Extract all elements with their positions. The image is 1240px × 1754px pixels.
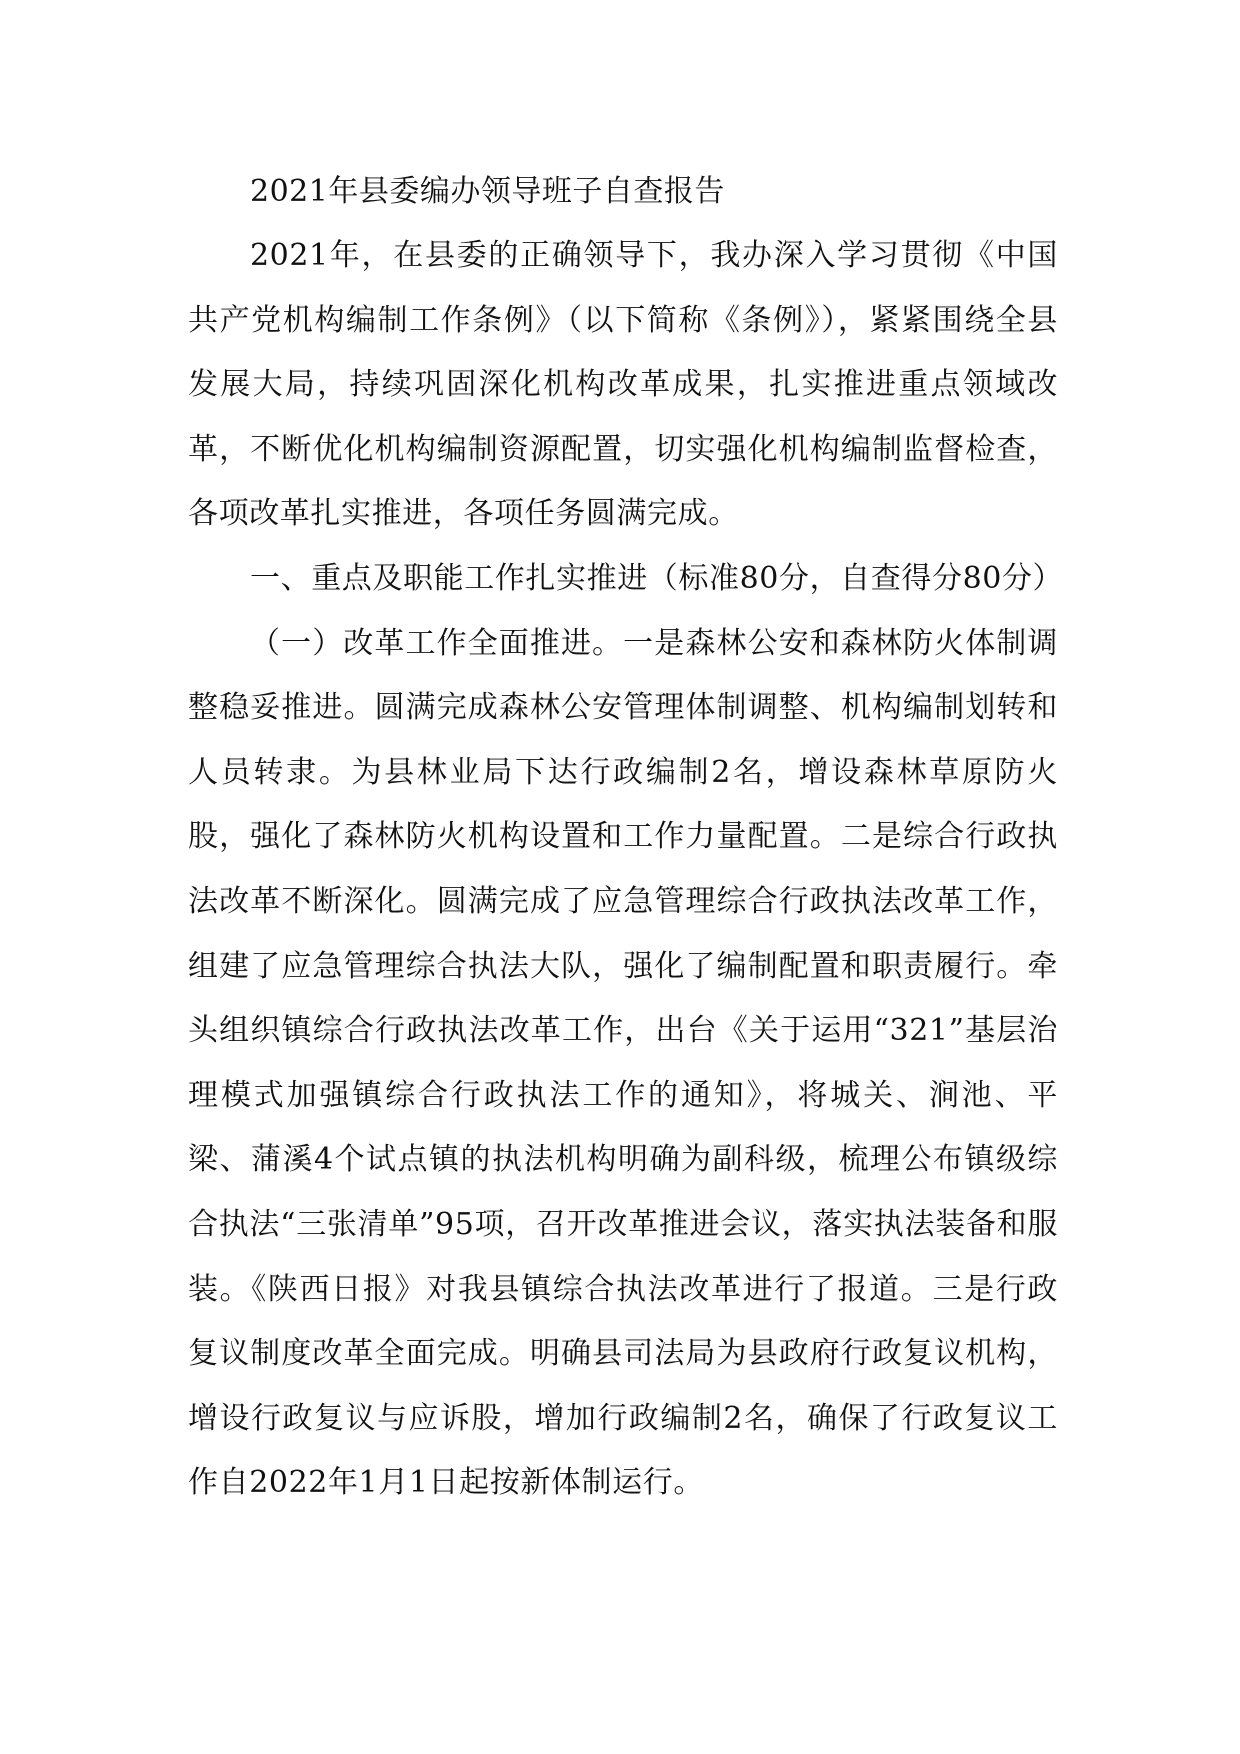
reform-paragraph: （一）改革工作全面推进。一是森林公安和森林防火体制调整稳妥推进。圆满完成森林公安管理体制调整、机构编制划转和人员转隶。为县林业局下达行政编制2名，增设森林草原防火股，强化了森林防火机构设置和工作力量配置。二是综合行政执法改革不断深化。圆满完成了应急管理综合行政执法改革工作，组建了应急管理综合执法大队，强化了编制配置和职责履行。牵头组织镇综合行政执法改革工作，出台《关于运用“321”基层治理模式加强镇综合行政执法工作的通知》，将城关、涧池、平梁、蒲溪4个试点镇的执法机构明确为副科级，梳理公布镇级综合执法“三张清单”95项，召开改革推进会议，落实执法装备和服装。《陕西日报》对我县镇综合执法改革进行了报道。三是行政复议制度改革全面完成。明确县司法局为县政府行政复议机构，增设行政复议与应诉股，增加行政编制2名，确保了行政复议工作自2022年1月1日起按新体制运行。 <box>188 625 1058 1501</box>
document-title: 2021年县委编办领导班子自查报告 <box>250 174 725 209</box>
section-heading: 一、重点及职能工作扎实推进（标准80分，自查得分80分） <box>250 560 1064 596</box>
document-body <box>188 160 1064 1516</box>
intro-paragraph: 2021年，在县委的正确领导下，我办深入学习贯彻《中国共产党机构编制工作条例》（以下简称《条例》），紧紧围绕全县发展大局，持续巩固深化机构改革成果，扎实推进重点领域改革，不断优化机构编制资源配置，切实强化机构编制监督检查，各项改革扎实推进，各项任务圆满完成。 <box>188 238 1058 532</box>
